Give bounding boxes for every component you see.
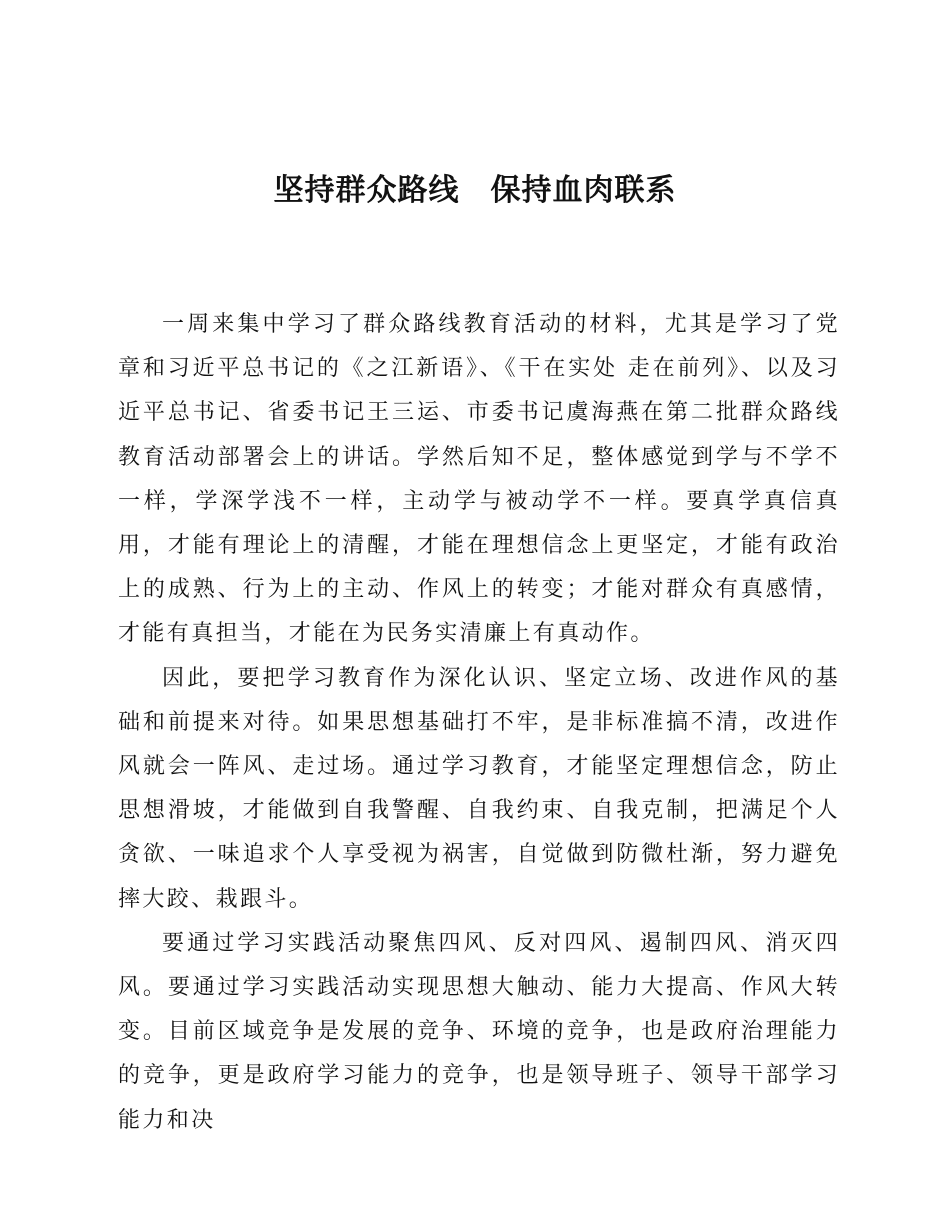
document-title: 坚持群众路线 保持血肉联系: [273, 173, 677, 208]
document-body: [118, 303, 840, 1143]
paragraph: 一周来集中学习了群众路线教育活动的材料，尤其是学习了党章和习近平总书记的《之江新语》、《干在实处 走在前列》、以及习近平总书记、省委书记王三运、市委书记虞海燕在第二批群众路线教育活动部署会上的讲话。学然后知不足，整体感觉到学与不学不一样，学深学浅不一样，主动学与被动学不一样。要真学真信真用，才能有理论上的清醒，才能在理想信念上更坚定，才能有政治上的成熟、行为上的主动、作风上的转变；才能对群众有真感情，才能有真担当，才能在为民务实清廉上有真动作。: [118, 312, 840, 647]
paragraph: 要通过学习实践活动聚焦四风、反对四风、遏制四风、消灭四风。要通过学习实践活动实现思想大触动、能力大提高、作风大转变。目前区域竞争是发展的竞争、环境的竞争，也是政府治理能力的竞争，更是政府学习能力的竞争，也是领导班子、领导干部学习能力和决: [118, 930, 840, 1133]
paragraph: 因此，要把学习教育作为深化认识、坚定立场、改进作风的基础和前提来对待。如果思想基础打不牢，是非标准搞不清，改进作风就会一阵风、走过场。通过学习教育，才能坚定理想信念，防止思想滑坡，才能做到自我警醒、自我约束、自我克制，把满足个人贪欲、一味追求个人享受视为祸害，自觉做到防微杜渐，努力避免摔大跤、栽跟斗。: [118, 665, 840, 912]
